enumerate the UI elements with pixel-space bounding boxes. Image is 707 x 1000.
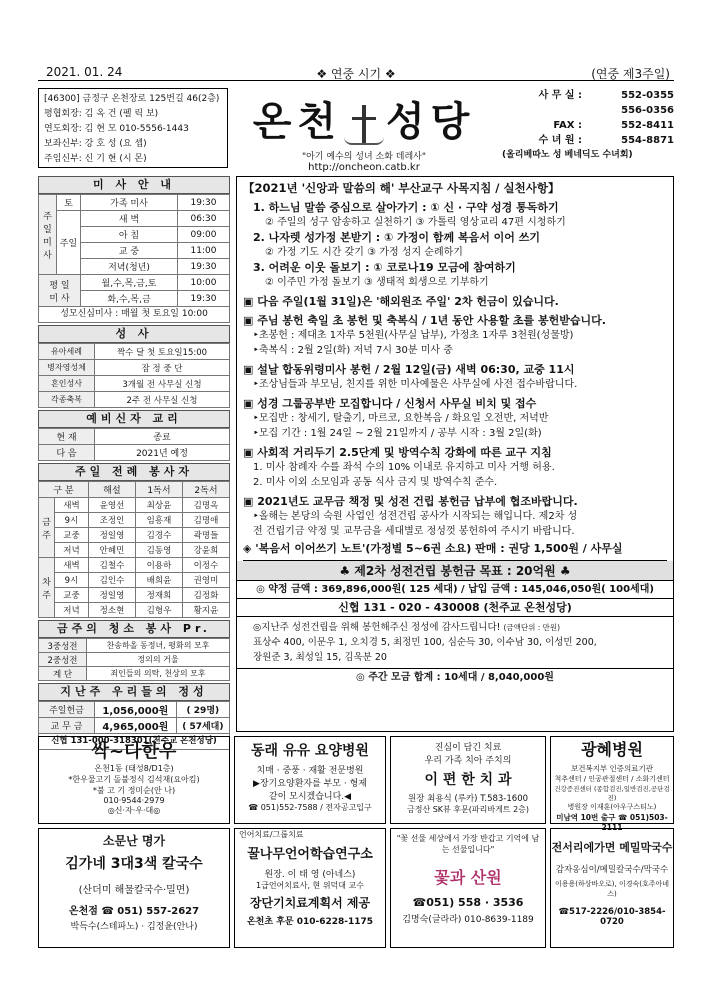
ad-flower-shop[interactable] [390,828,546,948]
mass-time: 10:00 [178,275,230,291]
notice-overseas-aid: ▣ 다음 주일(1월 31일)은 '해외원조 주일' 2차 헌금이 있습니다. [243,295,559,308]
server-cell: 곽명들 [182,528,229,543]
finance-table [38,701,230,734]
cell: ( 57세대) [176,718,229,734]
server-cell: 안혜민 [88,543,135,558]
ad-title: 동래 유유 요양병원 [251,743,369,759]
sacrament-title: 성 사 [38,325,230,343]
ad-text: *불 고 기 정미순(안 나) [92,786,176,795]
bank-account: 신협 131-000-318301(천주교 온천성당) [38,734,230,750]
bulletin-date: 2021. 01. 24 [46,65,123,79]
ad-text: 미남역 10번 출구 ☎ 051)503-2111 [556,813,668,832]
ad-text: 우리 가족 치아 주치의 [424,756,512,766]
column-header: 해설 [88,482,135,498]
donor-names: 장원준 3, 최성일 15, 김욱분 20 [253,652,387,663]
top-bar [38,65,674,81]
column-header: 구 분 [39,482,89,498]
advertisements [38,736,674,976]
building-fund-box [243,560,667,686]
server-cell: 교중 [55,588,89,603]
table-row [39,653,230,667]
server-cell: 조정인 [88,513,135,528]
notice-detail: ‣모집반 : 창세기, 탈출기, 마르코, 요한복음 / 화요일 오전반, 저녁반 [253,413,549,424]
ad-title: 김가네 3대3색 칼국수 [65,856,203,872]
ad-text: "꽃 선물 세상에서 가장 반갑고 기억에 남는 선물입니다" [396,834,540,854]
contact-label [502,103,582,118]
notice-gospel-notebook: ◈ '복음서 이어쓰기 노트'(가정별 5~6권 소요) 판매 : 권당 1,500원 / 사무실 [243,542,623,555]
contact-value: 552-0355 [621,90,674,101]
ad-text: ◎신·자·우·대◎ [107,806,161,815]
contact-label: 수 녀 원 : [538,135,582,146]
mass-group-label: 주 일 미 사 [39,195,57,275]
server-cell: 김철수 [88,558,135,573]
group-label: 차주 [39,558,55,618]
ad-text: ☎517-2226/010-3854-0720 [558,907,666,927]
cell: 교 무 금 [39,718,95,734]
table-row [39,344,230,360]
table-row [39,667,230,681]
notice-lunar-new-year-mass: ▣ 설날 합동위령미사 봉헌 / 2월 12일(금) 새벽 06:30, 교중 11시 [243,363,575,376]
ad-kwanghye-hospital[interactable] [550,736,674,832]
ad-text: 온천점 ☎ 051) 557-2627 [68,906,200,917]
ad-title: 꿀나무언어학습연구소 [247,847,373,862]
server-cell: 강윤희 [182,543,229,558]
table-row [39,392,230,408]
server-cell: 김명애 [182,513,229,528]
parish-url[interactable]: http://oncheon.catb.kr [308,162,420,173]
liturgical-season: ❖ 연중 시기 ❖ [316,67,396,81]
council-president: 평협회장: 김 옥 건 (펠 릭 보) [44,109,159,119]
weekly-total: ◎ 주간 모금 합계 : 10세대 / 8,040,000원 [237,668,673,686]
sisters-order: (올리베따노 성 베네딕도 수녀회) [502,150,633,160]
ad-text: 보건복지부 인증의료기관 [570,764,654,773]
ad-text: 박득수(스테파노) · 김정윤(안나) [70,922,198,932]
notice-bible-study: ▣ 성경 그룹공부반 모집합니다 / 신청서 사무실 비치 및 접수 [243,397,537,410]
cell: 짝수 달 첫 토요일15:00 [95,344,230,360]
cell: 유아세례 [39,344,95,360]
ad-title: 소문난 명가 [102,834,166,848]
assistant-priest: 보좌신부: 강 호 성 (요 셉) [44,139,147,149]
notice-detail: ‣올해는 본당의 숙원 사업인 성전건립 공사가 시작되는 해입니다. 제2차 성 [253,511,578,522]
contact-info [494,88,674,168]
cell: 찬송하올 동정녀, 평화의 모후 [87,639,230,653]
cell: 3중성전 [39,639,87,653]
prayer-president: 연도회장: 김 현 모 010-5556-1443 [44,124,189,134]
ad-korean-beef[interactable] [38,736,230,824]
marian-mass-note: 성모신심미사 : 매월 첫 토요일 10:00 [38,307,230,323]
guideline-sub: ② 주일의 성구 암송하고 실천하기 ③ 가톨릭 영상교리 47편 시청하기 [265,217,566,228]
parish-motto: "아기 예수의 성녀 소화 데레사" [301,152,427,162]
mass-title: 미 사 안 내 [38,176,230,194]
notice-detail: ‣초봉헌 : 제대초 1자루 5천원(사무실 납부), 가정초 1자루 3천원(성물방) [253,330,574,341]
catechumen-title: 예비신자 교리 [38,410,230,428]
cell: 잠 정 중 단 [95,360,230,376]
cleaning-title: 금주의 청소 봉사 Pr. [38,620,230,638]
server-cell: 교중 [55,528,89,543]
building-fund-title: ♣ 제2차 성전건립 봉헌금 목표 : 20억원 ♣ [237,561,673,581]
table-row [39,702,230,718]
table-row [39,429,230,445]
contact-label: FAX : [553,120,582,131]
table-row [39,275,230,291]
ad-buckwheat-noodle[interactable] [550,828,674,948]
contact-value: 554-8871 [621,135,674,146]
ad-title: 장단기치료계획서 제공 [249,896,371,910]
mass-name: 저녁(청년) [81,259,178,275]
pledge-amount: ◎ 약정 금액 : 369,896,000원( 125 세대) / 납입 금액 : 145,046,050원( 100세대) [237,581,673,599]
ad-dental-clinic[interactable] [390,736,546,824]
cross-icon [342,105,386,145]
ad-text: 진심이 담긴 치료 [434,743,502,753]
server-cell: 정소현 [88,603,135,618]
mass-time: 09:00 [178,227,230,243]
mass-name: 아 침 [81,227,178,243]
server-cell: 황지윤 [182,603,229,618]
table-row [39,718,230,734]
server-cell: 김형우 [135,603,182,618]
cell: 죄인들의 의탁, 천상의 모후 [87,667,230,681]
cell: 4,965,000원 [95,718,177,734]
cell: 1,056,000원 [95,702,177,718]
server-cell: 최상윤 [135,498,182,513]
server-cell: 이정수 [182,558,229,573]
server-cell: 저녁 [55,543,89,558]
ad-text: 병원장 이재훈(아우구스티노) [567,803,657,811]
ad-title: 광혜병원 [581,740,643,759]
table-row [39,195,230,211]
ad-text: 김명숙(글라라) 010-8639-1189 [402,915,534,925]
cell: ( 29명) [176,702,229,718]
pastor: 주임신부: 신 기 현 (시 몬) [44,154,147,164]
contact-value: 552-8411 [621,120,674,131]
table-row [39,360,230,376]
title-right: 성당 [386,98,476,145]
cell: 다 음 [39,445,95,461]
table-row [39,498,230,513]
cell: 3개월 전 사무실 신청 [95,376,230,392]
server-cell: 9시 [55,573,89,588]
address-box [38,88,228,168]
ad-text: ☎051) 558 · 3536 [412,896,524,909]
notice-candle-offering: ▣ 주님 봉헌 축일 초 봉헌 및 축복식 / 1년 동안 사용할 초를 봉헌받습니다. [243,314,606,327]
ad-text: ▶장기요양환자를 부모 · 형제 [253,779,367,789]
contact-value: 556-0356 [621,105,674,116]
server-cell: 정일영 [88,588,135,603]
table-row [39,445,230,461]
mass-time: 11:00 [178,243,230,259]
cell: 종료 [95,429,230,445]
ad-text: 감자옹심이/메밀칼국수/막국수 [555,865,669,875]
table-row [39,639,230,653]
mass-name: 화,수,목,금 [81,291,178,307]
donor-list [243,617,667,668]
server-cell: 이용하 [135,558,182,573]
server-cell: 임흥재 [135,513,182,528]
guideline-sub: ② 이주민 가정 돌보기 ③ 생태적 회생으로 기부하기 [265,277,489,288]
server-cell: 새벽 [55,558,89,573]
cleaning-table [38,638,230,681]
left-column [38,176,230,750]
ad-text: *한우물고기 돌불정식 김석재(요아킴) [68,775,200,784]
cell: 2중성전 [39,653,87,667]
group-label: 금주 [39,498,55,558]
server-cell: 권영미 [182,573,229,588]
ad-text: ☎ 051)552-7588 / 전자공고입구 [248,803,372,812]
servers-table [38,481,230,618]
ad-text: 1급언어치료사, 현 위덕대 교수 [256,881,364,890]
table-row [39,528,230,543]
table-row [39,513,230,528]
mass-name: 교 중 [81,243,178,259]
ad-kalguksu[interactable] [38,828,230,948]
address-line: [46300] 금정구 온천장로 125번길 46(2층) [44,94,220,104]
donor-names: 표상수 400, 이문우 1, 오치경 5, 최정민 100, 심순득 30, 이수남 30, 이성민 200, [253,637,597,648]
table-row [39,376,230,392]
notice-detail: ‣모집 기간 : 1월 24일 ~ 2월 21일까지 / 공부 시작 : 3월 2일(화) [253,428,542,439]
guideline-item: 2. 나자렛 성가정 본받기 : ① 가정이 함께 복음서 이어 쓰기 [253,231,540,244]
ad-text: 언어치료/그룹치료 [239,830,304,839]
server-cell: 9시 [55,513,89,528]
table-header-row [39,482,230,498]
ad-text: 원장. 이 태 영 (아네스) [264,870,356,880]
server-cell: 김동영 [135,543,182,558]
thanks-text: ◎지난주 성전건립을 위해 봉헌해주신 정성에 감사드립니다! [253,622,501,633]
cell: 각종축복 [39,392,95,408]
finance-title: 지난주 우리들의 정성 [38,683,230,701]
guideline-item: 3. 어려운 이웃 돌보기 : ① 코로나19 모금에 참여하기 [253,261,516,274]
pastoral-guideline-heading: 【2021년 '신앙과 말씀의 해' 부산교구 사목지침 / 실천사항】 [243,181,560,195]
cell: 2주 전 사무실 신청 [95,392,230,408]
notice-detail: 전 건립기금 약정 및 교무금을 세대별로 정성껏 봉헌하여 주시기 바랍니다. [253,526,575,537]
guideline-sub: ② 가정 기도 시간 갖기 ③ 가정 성지 순례하기 [265,247,463,258]
ad-language-institute[interactable] [234,828,386,948]
ad-title: 전서리에가면 메밀막국수 [551,841,673,854]
ad-text: 010·9544·2979 [103,796,165,805]
table-row [39,211,230,227]
title-left: 온천 [252,98,342,145]
notice-detail: ‣축복식 : 2월 2일(화) 저녁 7시 30분 미사 중 [253,345,453,356]
contact-label: 사 무 실 : [538,90,582,101]
mass-name: 새 벽 [81,211,178,227]
ad-text: (산더미 해물칼국수·밀면) [78,885,190,896]
ad-text: 치매 · 중풍 · 재활 전문병원 [256,766,364,776]
server-cell: 정재희 [135,588,182,603]
server-cell: 새벽 [55,498,89,513]
server-cell: 배희윤 [135,573,182,588]
mass-day: 주일 [57,211,81,275]
column-header: 1독서 [135,482,182,498]
table-row [39,603,230,618]
ad-text: 금정산 SK뷰 후문(파리바게트 2층) [406,805,530,814]
mass-table [38,194,230,307]
mass-name: 월,수,목,금,토 [81,275,178,291]
ad-text: 건강증진센터 (종합검진,일반검진,공단검진) [554,785,670,802]
cell: 병자영성체 [39,360,95,376]
sacrament-table [38,343,230,408]
notice-social-distancing: ▣ 사회적 거리두기 2.5단계 및 방역수칙 강화에 따른 교구 지침 [243,446,552,459]
column-header: 2독서 [182,482,229,498]
cell: 정의의 거울 [87,653,230,667]
cell: 주일헌금 [39,702,95,718]
server-cell: 정일영 [88,528,135,543]
ad-text: 이용용(하상바오로), 이경숙(호주아녜스) [554,880,670,898]
mass-day: 토 [57,195,81,211]
ad-text: 온천1동 (태성8/D1층) [94,764,174,773]
mass-time: 06:30 [178,211,230,227]
notice-detail: 1. 미사 참례자 수를 좌석 수의 10% 이내로 유지하고 미사 거행 허용. [253,462,555,473]
table-row [39,588,230,603]
server-cell: 김인수 [88,573,135,588]
ad-text: 척추센터 / 인공관절센터 / 소화기센터 [554,775,670,783]
table-row [39,573,230,588]
server-cell: 김경수 [135,528,182,543]
server-cell: 김명옥 [182,498,229,513]
cell: 계 단 [39,667,87,681]
ad-text: 온천초 후문 010-6228-1175 [246,917,374,927]
parish-title [234,88,494,173]
ad-text: 같이 모시겠습니다.◀ [268,792,352,802]
notice-church-dues: ▣ 2021년도 교무금 책정 및 성전 건립 봉헌금 납부에 협조바랍니다. [243,495,578,508]
notice-detail: 2. 미사 이외 소모임과 공동 식사 금지 및 방역수칙 준수. [253,477,498,488]
ad-title: 싹~다한우 [91,741,177,762]
server-cell: 김정화 [182,588,229,603]
server-cell: 저녁 [55,603,89,618]
cell: 현 재 [39,429,95,445]
server-cell: 윤영선 [88,498,135,513]
cell: 혼인성사 [39,376,95,392]
table-row [39,558,230,573]
unit-note: (금액단위 : 만원) [503,623,561,632]
cell: 2021년 예정 [95,445,230,461]
guideline-item: 1. 하느님 말씀 중심으로 살아가기 : ① 신 · 구약 성경 통독하기 [253,201,559,214]
mass-name: 가족 미사 [81,195,178,211]
liturgical-week: (연중 제3주일) [591,67,670,81]
ad-text: 원장 최용식 (루카) T.583-1600 [407,794,529,804]
mass-time: 19:30 [178,291,230,307]
servers-title: 주일 전례 봉사자 [38,463,230,481]
mass-group-label: 평 일 미 사 [39,275,81,307]
notice-detail: ‣조상님들과 부모님, 친지를 위한 미사예물은 사무실에 사전 접수바랍니다. [253,379,578,390]
mass-time: 19:30 [178,195,230,211]
building-fund-account: 신협 131 - 020 - 430008 (천주교 온천성당) [237,599,673,617]
ad-nursing-hospital[interactable] [234,736,386,824]
bulletin-header [38,88,674,173]
mass-time: 19:30 [178,259,230,275]
catechumen-table [38,428,230,461]
ad-title: 이 편 한 치 과 [424,772,512,788]
table-row [39,543,230,558]
main-announcements [236,176,674,732]
ad-title: 꽃과 산원 [434,868,502,887]
